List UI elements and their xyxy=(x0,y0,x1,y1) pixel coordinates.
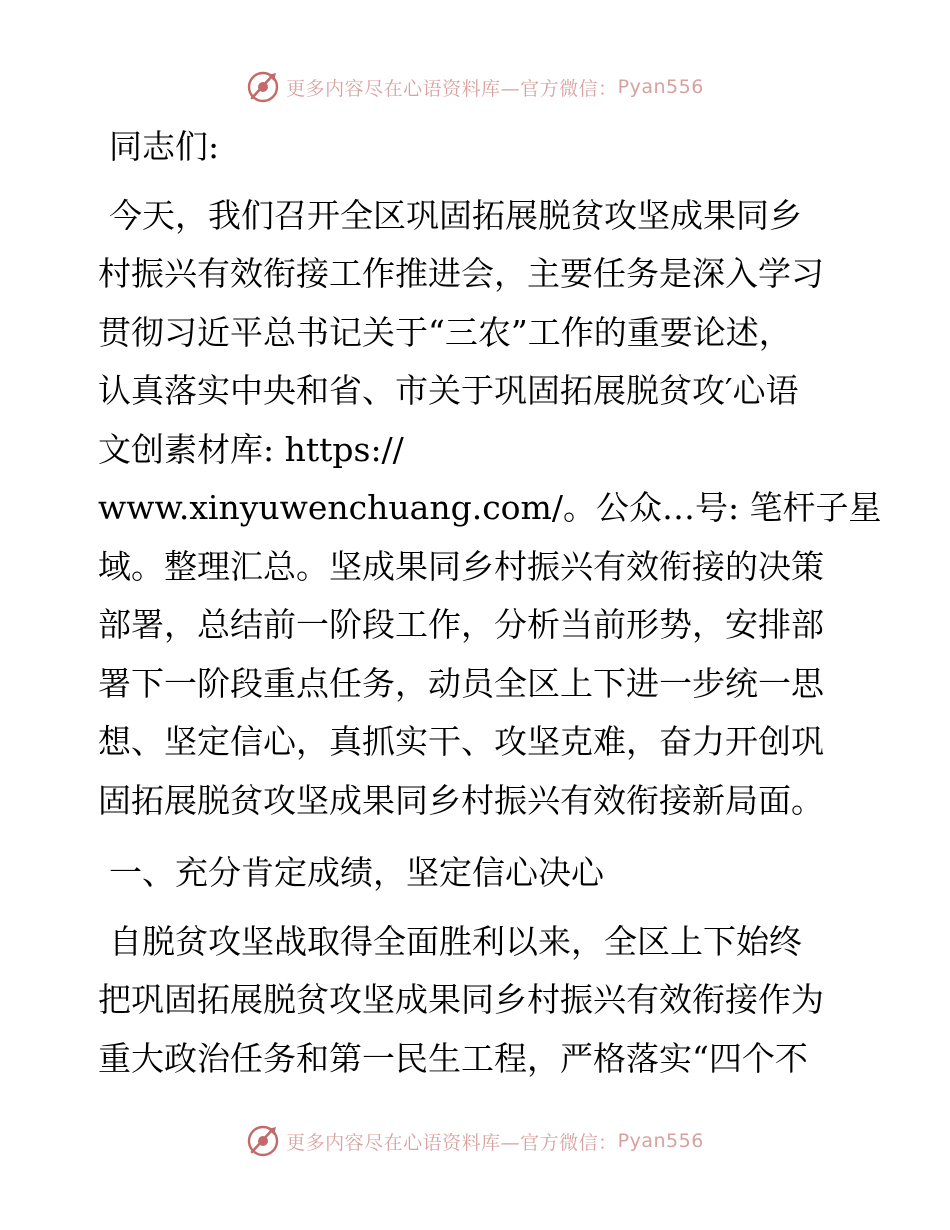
header-watermark xyxy=(0,70,950,104)
paragraph-line: 域。整理汇总。坚成果同乡村振兴有效衔接的决策 xyxy=(98,546,824,586)
paragraph-line: 署下一阶段重点任务，动员全区上下进一步统一思 xyxy=(98,663,824,703)
greeting: 同志们: xyxy=(109,127,220,166)
watermark-wechat-id: Pyan556 xyxy=(617,1130,704,1152)
footer-watermark xyxy=(0,1124,950,1158)
paragraph-line: 把巩固拓展脱贫攻坚成果同乡村振兴有效衔接作为 xyxy=(98,980,824,1019)
watermark-wechat-id: Pyan556 xyxy=(617,76,704,98)
paragraph-line: 认真落实中央和省、市关于巩固拓展脱贫攻′心语 xyxy=(98,371,799,410)
paragraph-2 xyxy=(98,913,858,1089)
paragraph-line: 贯彻习近平总书记关于“三农”工作的重要论述， xyxy=(98,312,792,352)
document-body xyxy=(98,118,882,1088)
paragraph-line: www.xinyuwenchuang.com/。公众…号: 笔杆子星 xyxy=(98,488,882,527)
paragraph-line: 自脱贫攻坚战取得全面胜利以来，全区上下始终 xyxy=(109,921,802,961)
paragraph-line: 想、坚定信心，真抓实干、攻坚克难，奋力开创巩 xyxy=(98,722,824,761)
paragraph-line: 部署，总结前一阶段工作，分析当前形势，安排部 xyxy=(98,605,824,644)
quill-logo-icon xyxy=(246,70,280,104)
watermark-text: 更多内容尽在心语资料库—官方微信： xyxy=(286,1131,618,1154)
paragraph-line: 文创素材库: https:// xyxy=(98,429,404,469)
paragraph-line: 固拓展脱贫攻坚成果同乡村振兴有效衔接新局面。 xyxy=(98,780,824,820)
paragraph-line: 今天，我们召开全区巩固拓展脱贫攻坚成果同乡 xyxy=(109,195,802,235)
paragraph-line: 村振兴有效衔接工作推进会，主要任务是深入学习 xyxy=(98,254,824,293)
paragraph-line: 重大政治任务和第一民生工程，严格落实“四个不 xyxy=(98,1038,808,1078)
watermark-text: 更多内容尽在心语资料库—官方微信： xyxy=(286,77,618,100)
quill-logo-icon xyxy=(246,1124,280,1158)
paragraph-1 xyxy=(98,187,882,831)
section-heading: 一、充分肯定成绩，坚定信心决心 xyxy=(109,853,604,892)
